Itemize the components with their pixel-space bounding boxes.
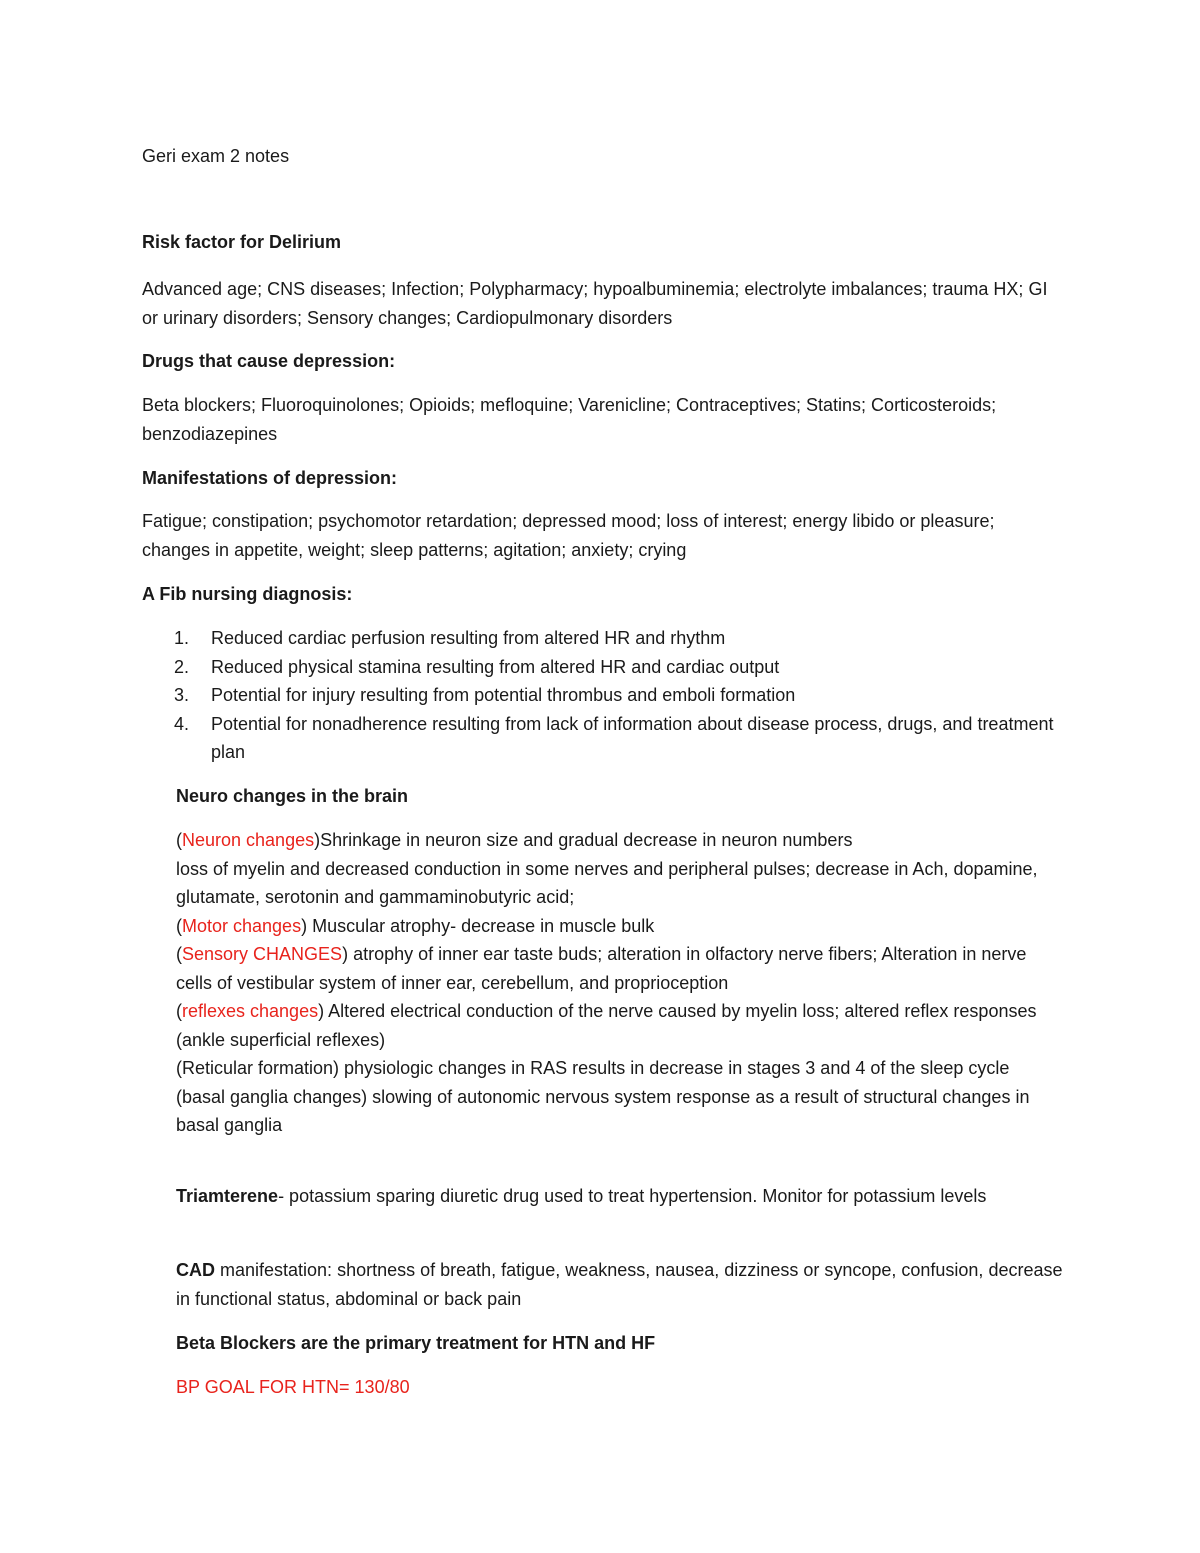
- delirium-text: Advanced age; CNS diseases; Infection; Polypharmacy; hypoalbuminemia; electrolyte imbalances; trauma HX; GI or urinary disorders; Sensory changes; Cardiopulmonary disorders: [142, 279, 1048, 328]
- myelin-text: loss of myelin and decreased conduction in some nerves and peripheral pulses; decrease in Ach, dopamine, glutamate, serotonin and gammaminobutyric acid;: [176, 858, 1038, 907]
- neuron-changes-label: Neuron changes: [182, 830, 315, 850]
- neuron-changes-line: (Neuron changes)Shrinkage in neuron size and gradual decrease in neuron numbers: [176, 830, 853, 850]
- afib-diagnosis-list: [142, 624, 1062, 767]
- list-item-number: 4.: [174, 713, 190, 734]
- reflexes-changes-label: reflexes changes: [182, 1001, 319, 1021]
- document-title: Geri exam 2 notes: [142, 146, 290, 166]
- depression-manifestations-text: Fatigue; constipation; psychomotor retardation; depressed mood; loss of interest; energy libido or pleasure; changes in appetite, weight; sleep patterns; agitation; anxiety; crying: [142, 511, 995, 560]
- list-item-number: 2.: [174, 656, 190, 677]
- motor-changes-text: Muscular atrophy- decrease in muscle bulk: [307, 915, 655, 936]
- motor-changes-label: Motor changes: [182, 915, 302, 936]
- beta-blockers-note: Beta Blockers are the primary treatment for HTN and HF: [176, 1333, 656, 1353]
- depression-drugs-heading: Drugs that cause depression:: [142, 351, 396, 371]
- depression-manifestations-heading: Manifestations of depression:: [142, 468, 398, 488]
- sensory-changes-text: atrophy of inner ear taste buds; alteration in olfactory nerve fibers; Alteration in nerve cells of vestibular system of inner ear, cerebellum, and proprioception: [176, 944, 1027, 993]
- neuro-changes-section: [176, 826, 1066, 1140]
- list-item: [142, 653, 1062, 682]
- reflexes-changes-line: (reflexes changes) Altered electrical conduction of the nerve caused by myelin loss; altered reflex responses (ankle superficial reflexes): [176, 1001, 1037, 1050]
- cad-text: manifestation: shortness of breath, fatigue, weakness, nausea, dizziness or syncope, confusion, decrease in functional status, abdominal or back pain: [176, 1260, 1063, 1309]
- triamterene-note: [176, 1182, 1066, 1211]
- sensory-changes-label: Sensory CHANGES: [182, 944, 343, 964]
- basal-ganglia-text: (basal ganglia changes) slowing of autonomic nervous system response as a result of structural changes in basal ganglia: [176, 1086, 1030, 1135]
- list-item: [142, 624, 1062, 653]
- triamterene-term: Triamterene: [176, 1186, 279, 1206]
- list-item-text: Reduced physical stamina resulting from altered HR and cardiac output: [211, 656, 780, 677]
- neuron-changes-text: Shrinkage in neuron size and gradual decrease in neuron numbers: [320, 830, 853, 850]
- reflexes-changes-text: Altered electrical conduction of the nerve caused by myelin loss; altered reflex responses (ankle superficial reflexes): [176, 1001, 1037, 1050]
- list-item: [142, 681, 1062, 710]
- reticular-formation-text: (Reticular formation) physiologic changes in RAS results in decrease in stages 3 and 4 of the sleep cycle: [176, 1058, 1010, 1078]
- depression-drugs-text: Beta blockers; Fluoroquinolones; Opioids; mefloquine; Varenicline; Contraceptives; Statins; Corticosteroids; benzodiazepines: [142, 395, 997, 444]
- list-item-number: 3.: [174, 685, 190, 705]
- list-item-text: Potential for injury resulting from potential thrombus and emboli formation: [211, 685, 796, 705]
- bp-goal-note: BP GOAL FOR HTN= 130/80: [176, 1377, 410, 1397]
- list-item-text: Reduced cardiac perfusion resulting from altered HR and rhythm: [211, 628, 726, 648]
- motor-changes-line: (Motor changes) Muscular atrophy- decrease in muscle bulk: [176, 915, 655, 936]
- neuro-heading: Neuro changes in the brain: [176, 786, 409, 806]
- sensory-changes-line: (Sensory CHANGES) atrophy of inner ear taste buds; alteration in olfactory nerve fibers; Alteration in nerve cells of vestibular system of inner ear, cerebellum, and proprioception: [176, 944, 1027, 993]
- list-item-number: 1.: [174, 628, 190, 648]
- delirium-heading: Risk factor for Delirium: [142, 232, 342, 252]
- list-item-text: Potential for nonadherence resulting from lack of information about disease process, drugs, and treatment plan: [211, 713, 1054, 762]
- cad-note: [176, 1256, 1066, 1313]
- list-item: [142, 710, 1062, 767]
- afib-heading: A Fib nursing diagnosis:: [142, 584, 353, 604]
- triamterene-text: - potassium sparing diuretic drug used to treat hypertension. Monitor for potassium levels: [278, 1186, 987, 1206]
- cad-term: CAD: [176, 1260, 215, 1280]
